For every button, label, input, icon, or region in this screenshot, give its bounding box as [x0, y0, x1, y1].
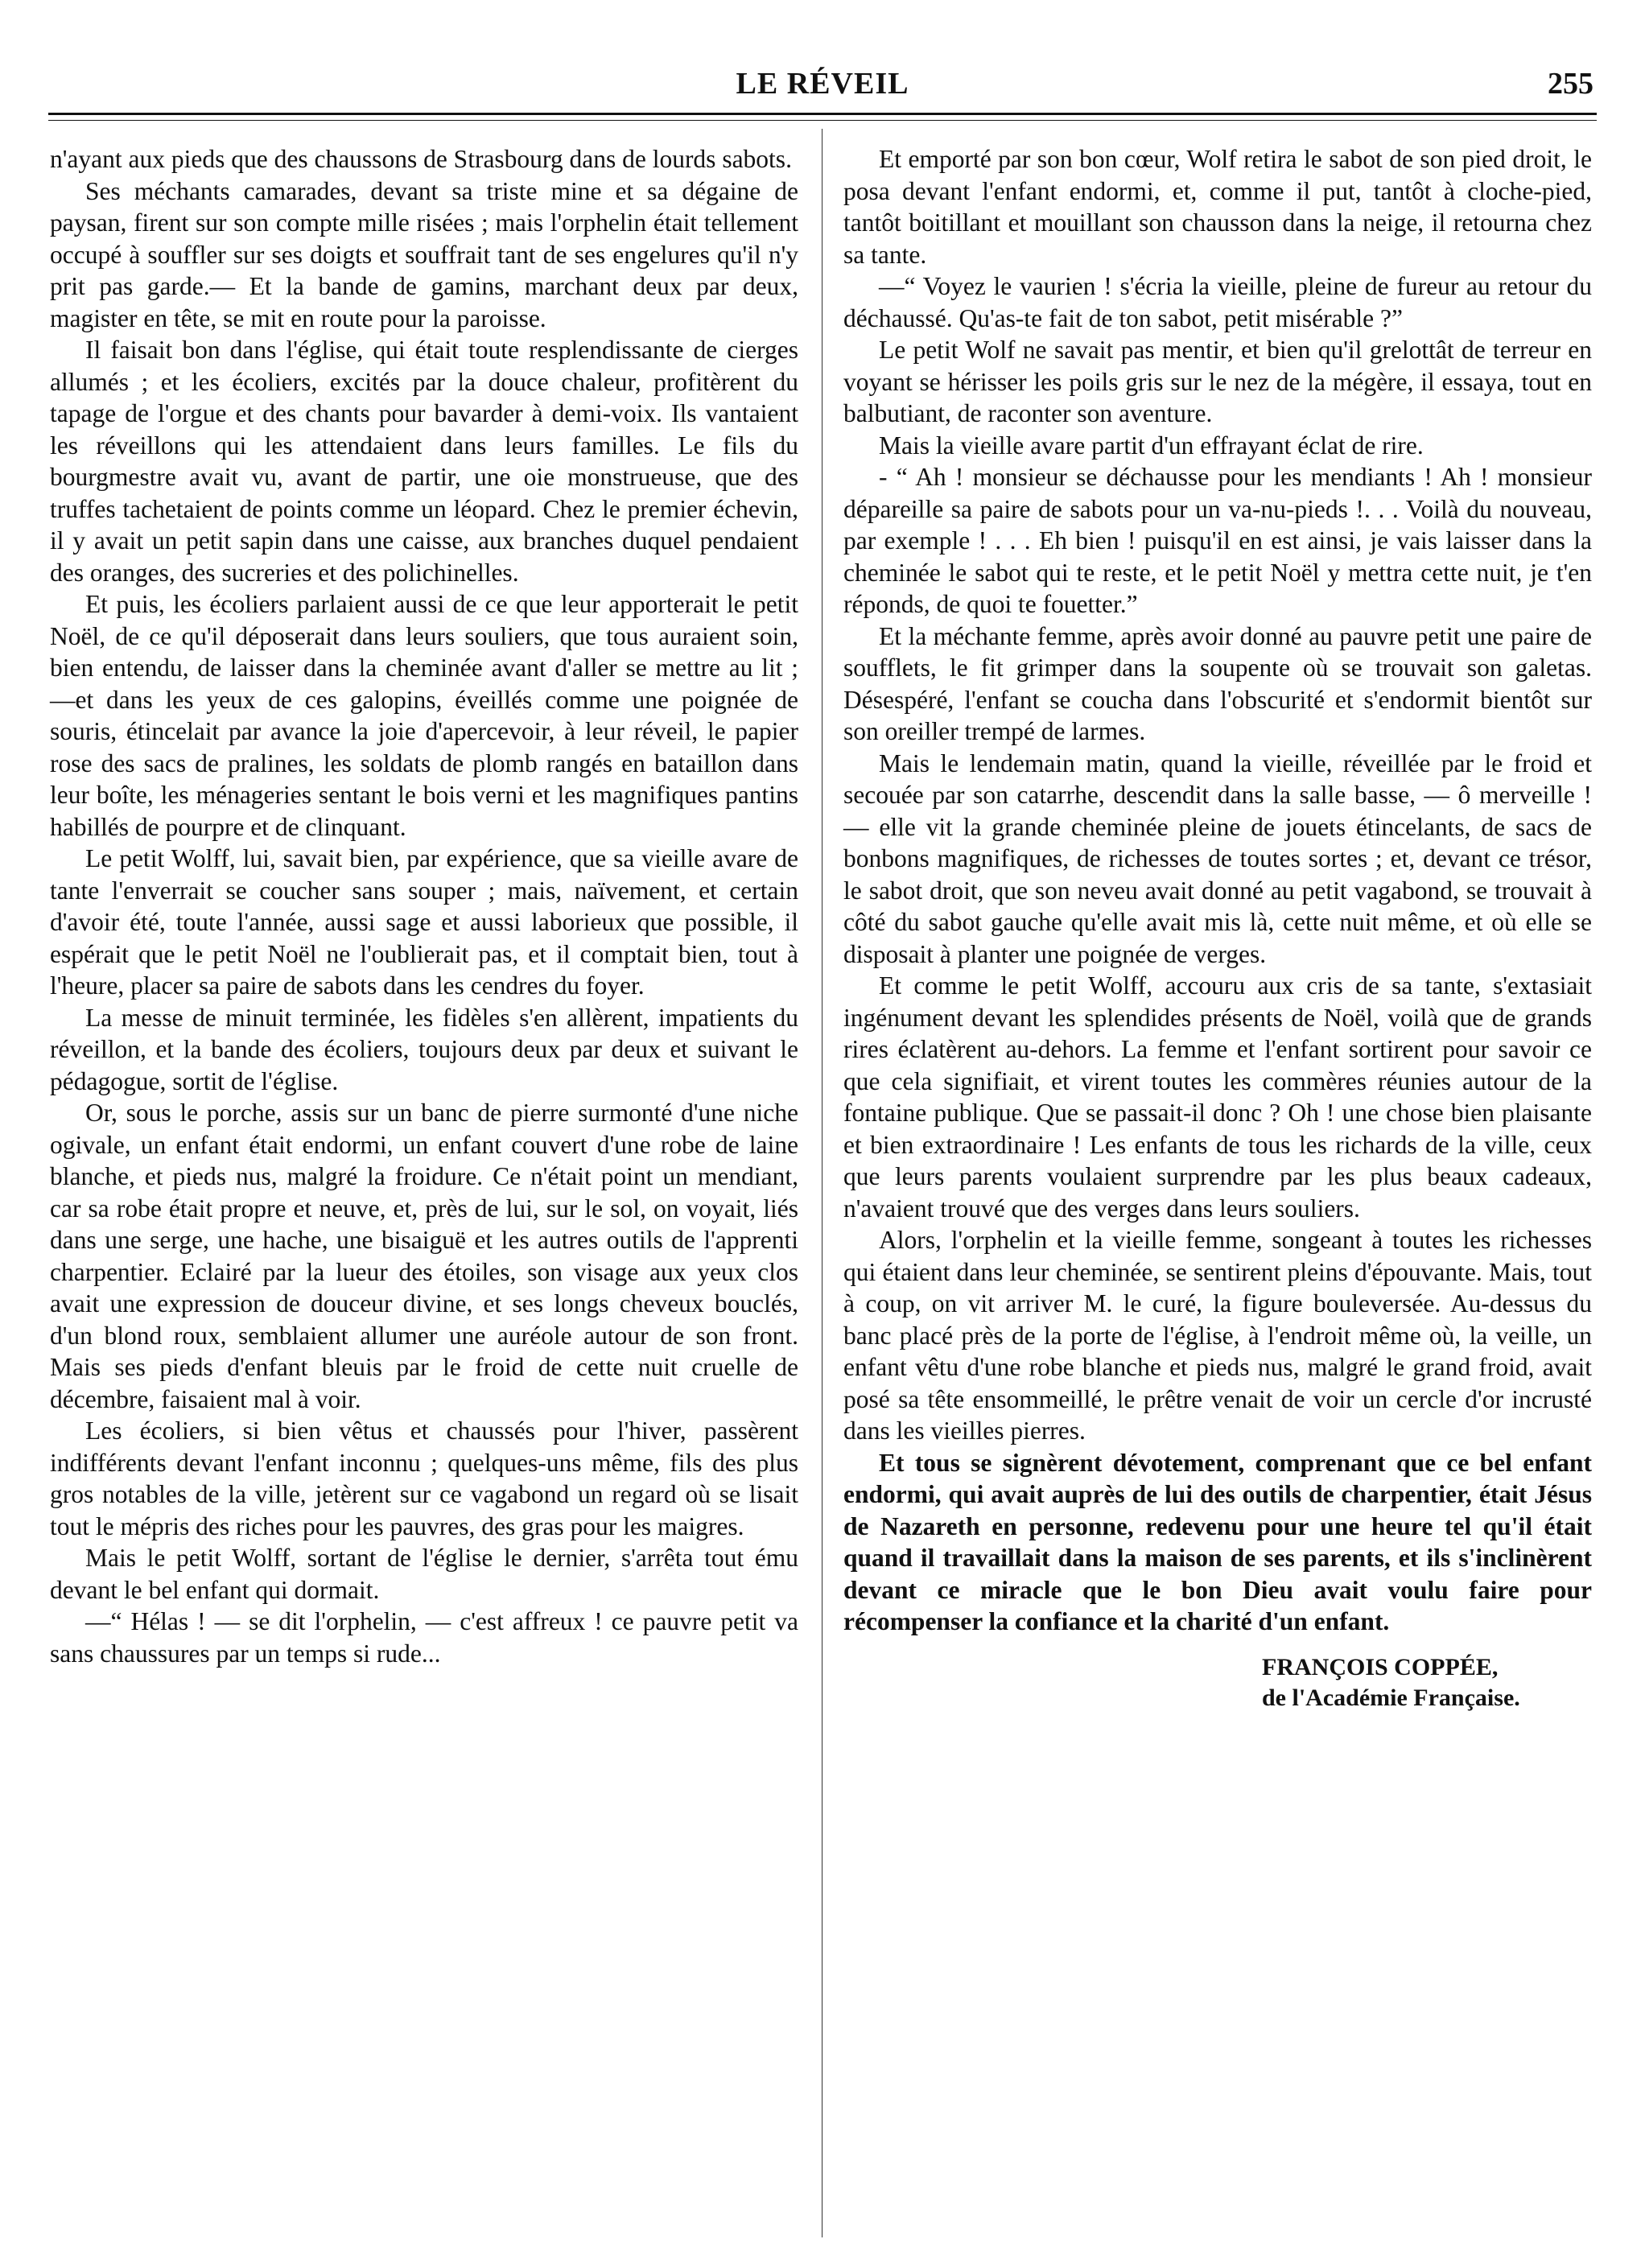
- header-rule-thin: [48, 120, 1597, 121]
- paragraph: Et puis, les écoliers parlaient aussi de ce que leur apporterait le petit Noël, de ce qu'il déposerait dans leurs souliers, que tous auraient soin, bien entendu, de laisser dans la cheminée avant d'aller se mettre au lit ; —et dans les yeux de ces galopins, éveillés comme une poignée de souris, étincelait par avance la joie d'apercevoir, à leur réveil, le papier rose des sacs de pralines, les soldats de plomb rangés en bataillon dans leur boîte, les ménageries sentant le bois verni et les magnifiques pantins habillés de pourpre et de clinquant.: [50, 590, 798, 841]
- paragraph: Et emporté par son bon cœur, Wolf retira le sabot de son pied droit, le posa devant l'enfant endormi, et, comme il put, tantôt à cloche-pied, tantôt boitillant et mouillant son chausson dans la neige, il retourna chez sa tante.: [843, 145, 1592, 269]
- paragraph: Et comme le petit Wolff, accouru aux cris de sa tante, s'extasiait ingénument devant les splendides présents de Noël, voilà que de grands rires éclatèrent au-dehors. La femme et l'enfant sortirent pour savoir ce que cela signifiait, et virent toutes les commères réunies autour de la fontaine publique. Que se passait-il donc ? Oh ! une chose bien plaisante et bien extraordinaire ! Les enfants de tous les richards de la ville, ceux que leurs parents voulaient surprendre par les plus beaux cadeaux, n'avaient trouvé que des verges dans leurs souliers.: [843, 971, 1592, 1223]
- paragraph: Ses méchants camarades, devant sa triste mine et sa dégaine de paysan, firent sur son compte mille risées ; mais l'orphelin était tellement occupé à souffler sur ses doigts et souffrait tant de ses engelures qu'il n'y prit pas garde.— Et la bande de gamins, marchant deux par deux, magister en tête, se mit en route pour la paroisse.: [50, 176, 798, 332]
- paragraph: Le petit Wolf ne savait pas mentir, et bien qu'il grelottât de terreur en voyant se hérisser les poils gris sur le nez de la mégère, il essaya, tout en balbutiant, de raconter son aventure.: [843, 336, 1592, 427]
- author-name: FRANÇOIS COPPÉE,: [1262, 1653, 1499, 1680]
- paragraph: La messe de minuit terminée, les fidèles s'en allèrent, impatients du réveillon, et la bande des écoliers, toujours deux par deux et suivant le pédagogue, sortit de l'église.: [50, 1003, 798, 1095]
- paragraph: n'ayant aux pieds que des chaussons de Strasbourg dans de lourds sabots.: [50, 145, 792, 173]
- paragraph: —“ Voyez le vaurien ! s'écria la vieille, pleine de fureur au retour du déchaussé. Qu'as-te fait de ton sabot, petit misérable ?”: [843, 272, 1592, 332]
- paragraph: Et la méchante femme, après avoir donné au pauvre petit une paire de soufflets, le fit grimper dans la soupente où se trouvait son galetas. Désespéré, l'enfant se coucha dans l'obscurité et s'endormit bientôt sur son oreiller trempé de larmes.: [843, 621, 1592, 745]
- paragraph: - “ Ah ! monsieur se déchausse pour les mendiants ! Ah ! monsieur dépareille sa paire de sabots pour un va-nu-pieds !. . . Voilà du nouveau, par exemple ! . . . Eh bien ! puisqu'il en est ainsi, je vais laisser dans la cheminée le sabot qui te reste, et le petit Noël y mettra cette nuit, je t'en réponds, de quoi te fouetter.”: [843, 463, 1592, 618]
- page-header: [48, 63, 1597, 111]
- paragraph: Et tous se signèrent dévotement, comprenant que ce bel enfant endormi, qui avait auprès de lui des outils de charpentier, était Jésus de Nazareth en personne, redevenu pour une heure tel qu'il était quand il travaillait dans la maison de ses parents, et ils s'inclinèrent devant ce miracle que le bon Dieu avait voulu faire pour récompenser la confiance et la charité d'un enfant.: [843, 1448, 1592, 1635]
- page-number: 255: [1548, 67, 1593, 101]
- right-column: [843, 143, 1592, 1713]
- paragraph: Mais le lendemain matin, quand la vieille, réveillée par le froid et secouée par son catarrhe, descendit dans la salle basse, — ô merveille ! — elle vit la grande cheminée pleine de jouets étincelants, de sacs de bonbons magnifiques, de richesses de toutes sortes ; et, devant ce trésor, le sabot droit, que son neveu avait donné au petit vagabond, se trouvait à côté du sabot gauche qu'elle avait mis là, cette nuit même, et où elle se disposait à planter une poignée de verges.: [843, 748, 1592, 968]
- left-column: [50, 143, 798, 1669]
- paragraph: Les écoliers, si bien vêtus et chaussés pour l'hiver, passèrent indifférents devant l'enfant inconnu ; quelques-uns même, fils des plus gros notables de la ville, jetèrent sur ce vagabond un regard où se lisait tout le mépris des riches pour les pauvres, des gras pour les maigres.: [50, 1416, 798, 1540]
- paragraph: Mais la vieille avare partit d'un effrayant éclat de rire.: [879, 431, 1424, 460]
- author-affiliation: de l'Académie Française.: [1262, 1684, 1520, 1711]
- publication-title: LE RÉVEIL: [736, 67, 909, 101]
- author-signature: [843, 1652, 1592, 1713]
- paragraph: Le petit Wolff, lui, savait bien, par expérience, que sa vieille avare de tante l'enverrait se coucher sans souper ; mais, naïvement, et certain d'avoir été, toute l'année, aussi sage et aussi laborieux que possible, il espérait que le petit Noël ne l'oublierait pas, et il comptait bien, tout à l'heure, placer sa paire de sabots dans les cendres du foyer.: [50, 844, 798, 1000]
- paragraph: Mais le petit Wolff, sortant de l'église le dernier, s'arrêta tout ému devant le bel enfant qui dormait.: [50, 1544, 798, 1604]
- paragraph: Alors, l'orphelin et la vieille femme, songeant à toutes les richesses qui étaient dans leur cheminée, se sentirent pleins d'épouvante. Mais, tout à coup, on vit arriver M. le curé, la figure bouleversée. Au-dessus du banc placé près de la porte de l'église, à l'endroit même où, la veille, un enfant vêtu d'une robe blanche et pieds nus, malgré le grand froid, avait posé sa tête ensommeillé, le prêtre venait de voir un cercle d'or incrusté dans les vieilles pierres.: [843, 1226, 1592, 1445]
- paragraph: Il faisait bon dans l'église, qui était toute resplendissante de cierges allumés ; et les écoliers, excités par la douce chaleur, profitèrent du tapage de l'orgue et des chants pour bavarder à demi-voix. Ils vantaient les réveillons qui les attendaient dans leurs familles. Le fils du bourgmestre avait vu, avant de partir, une oie monstrueuse, que des truffes tachetaient de points comme un léopard. Chez le premier échevin, il y avait un petit sapin dans une caisse, aux branches duquel pendaient des oranges, des sucreries et des polichinelles.: [50, 336, 798, 587]
- paragraph: Or, sous le porche, assis sur un banc de pierre surmonté d'une niche ogivale, un enfant était endormi, un enfant couvert d'une robe de laine blanche, et pieds nus, malgré la froidure. Ce n'était point un mendiant, car sa robe était propre et neuve, et, près de lui, sur le sol, on voyait, liés dans une serge, une hache, une bisaiguë et les autres outils de l'apprenti charpentier. Eclairé par la lueur des étoiles, son visage aux yeux clos avait une expression de douceur divine, et ses longs cheveux bouclés, d'un blond roux, semblaient allumer une auréole autour de son front. Mais ses pieds d'enfant bleuis par le froid de cette nuit cruelle de décembre, faisaient mal à voir.: [50, 1099, 798, 1413]
- header-rule-thick: [48, 113, 1597, 115]
- paragraph: —“ Hélas ! — se dit l'orphelin, — c'est affreux ! ce pauvre petit va sans chaussures par un temps si rude...: [50, 1607, 798, 1668]
